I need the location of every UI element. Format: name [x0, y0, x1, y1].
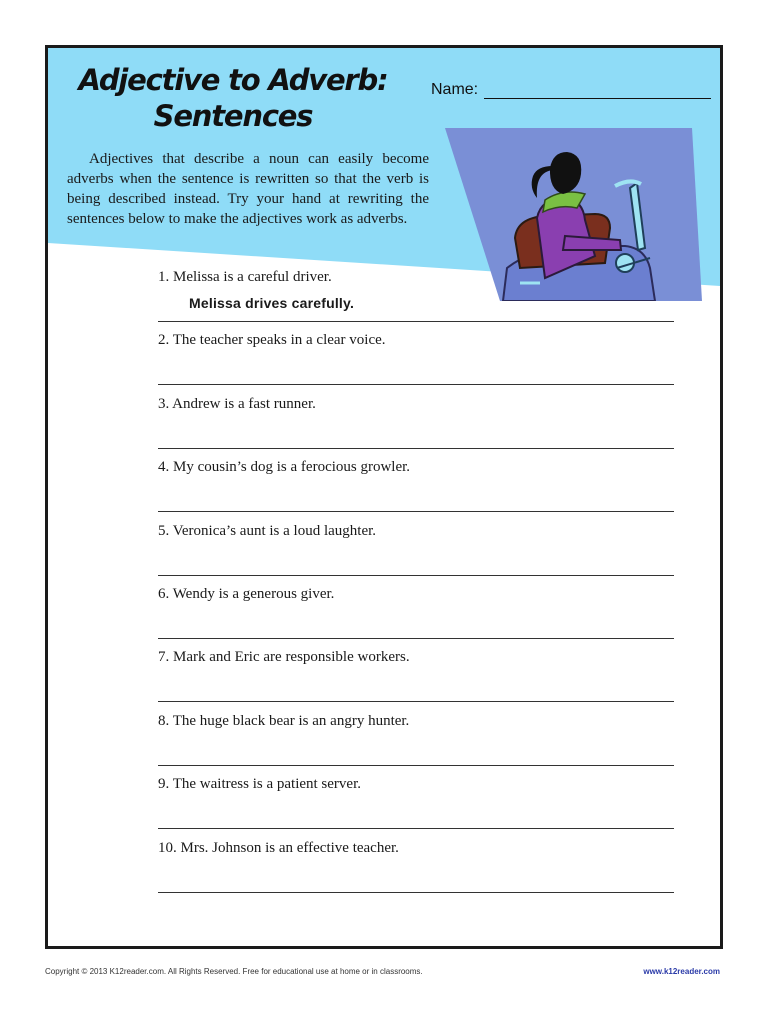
- question-item: [158, 331, 674, 394]
- question-text: 4. My cousin’s dog is a ferocious growler.: [158, 459, 411, 476]
- name-label: Name:: [431, 81, 479, 98]
- worksheet-page: [45, 45, 723, 949]
- name-field[interactable]: [431, 81, 711, 99]
- question-text: 2. The teacher speaks in a clear voice.: [158, 332, 386, 349]
- question-text: 3. Andrew is a fast runner.: [158, 395, 316, 412]
- name-line[interactable]: [484, 82, 711, 99]
- answer-line[interactable]: [158, 575, 674, 576]
- question-item: [158, 712, 674, 775]
- copyright-notice: Copyright © 2013 K12reader.com. All Rights Reserved. Free for educational use at home or in classrooms.: [45, 967, 423, 976]
- worksheet-title: [68, 62, 398, 134]
- question-text: 5. Veronica’s aunt is a loud laughter.: [158, 522, 377, 539]
- website-link[interactable]: www.k12reader.com: [643, 967, 720, 976]
- question-item: [158, 839, 674, 902]
- title-line-1: Adjective to Adverb:: [78, 63, 388, 97]
- question-text: 8. The huge black bear is an angry hunter.: [158, 712, 410, 729]
- question-text: 7. Mark and Eric are responsible workers.: [158, 649, 410, 666]
- answer-line[interactable]: [158, 321, 674, 322]
- answer-line[interactable]: [158, 384, 674, 385]
- question-item: [158, 648, 674, 711]
- answer-line[interactable]: [158, 765, 674, 766]
- question-text: 9. The waitress is a patient server.: [158, 776, 361, 793]
- answer-line[interactable]: [158, 828, 674, 829]
- instructions-paragraph: Adjectives that describe a noun can easily become adverbs when the sentence is rewritten so that the verb is being described instead. Try your hand at rewriting the sentences below to make the adjectives work as adverbs.: [67, 151, 429, 227]
- answer-text: Melissa drives carefully.: [189, 295, 355, 311]
- question-text: 1. Melissa is a careful driver.: [158, 269, 332, 285]
- question-item: [158, 395, 674, 458]
- answer-line[interactable]: [158, 448, 674, 449]
- question-text: 6. Wendy is a generous giver.: [158, 585, 335, 602]
- title-line-2: Sentences: [153, 99, 313, 133]
- question-list: [158, 268, 674, 902]
- question-item: [158, 585, 674, 648]
- answer-line[interactable]: [158, 511, 674, 512]
- question-item: [158, 522, 674, 585]
- answer-line[interactable]: [158, 892, 674, 893]
- question-item: [158, 775, 674, 838]
- question-item: [158, 458, 674, 521]
- question-text: 10. Mrs. Johnson is an effective teacher.: [158, 839, 399, 856]
- question-item: [158, 268, 674, 331]
- answer-line[interactable]: [158, 638, 674, 639]
- answer-line[interactable]: [158, 701, 674, 702]
